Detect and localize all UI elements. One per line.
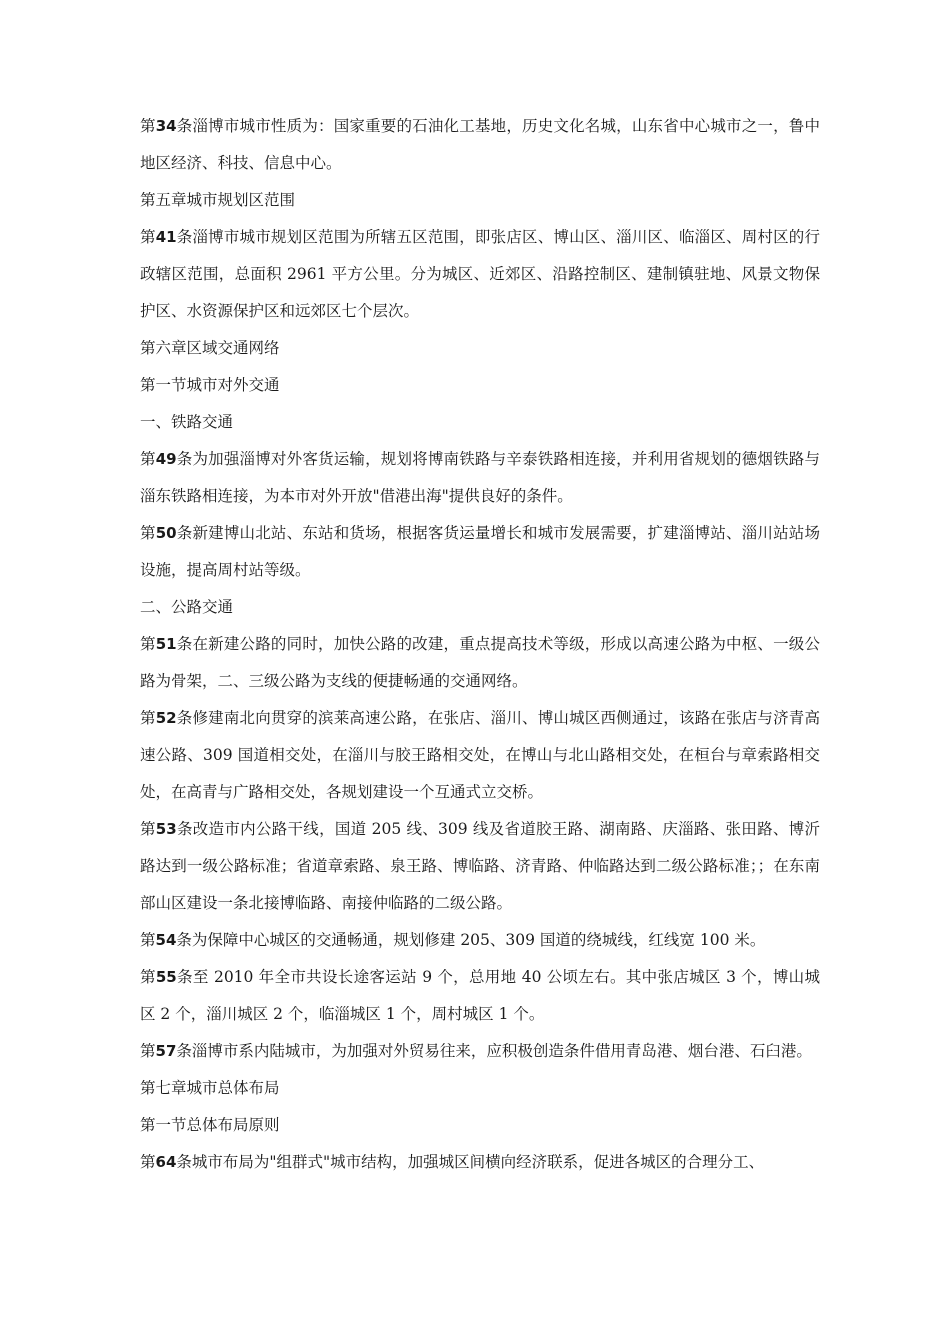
article-number: 57 <box>155 1042 177 1060</box>
article-number: 49 <box>155 450 177 468</box>
article-text: 条新建博山北站、东站和货场，根据客货运量增长和城市发展需要，扩建淄博站、淄川站站场设施，提高周村站等级。 <box>140 524 820 579</box>
article-64 <box>140 1144 820 1181</box>
article-54 <box>140 922 820 959</box>
article-number: 52 <box>155 709 177 727</box>
chapter-heading-5: 第五章城市规划区范围 <box>140 191 296 209</box>
article-prefix: 第 <box>140 635 156 653</box>
article-prefix: 第 <box>140 1042 156 1060</box>
article-text: 条在新建公路的同时，加快公路的改建，重点提高技术等级，形成以高速公路为中枢、一级公路为骨架，二、三级公路为支线的便捷畅通的交通网络。 <box>140 635 820 690</box>
article-57 <box>140 1033 820 1070</box>
article-prefix: 第 <box>140 931 156 949</box>
article-text: 条淄博市城市性质为：国家重要的石油化工基地，历史文化名城，山东省中心城市之一，鲁中地区经济、科技、信息中心。 <box>140 117 820 172</box>
article-number: 50 <box>155 524 177 542</box>
section-heading-layout: 第一节总体布局原则 <box>140 1116 280 1134</box>
article-34 <box>140 108 820 182</box>
article-number: 41 <box>155 228 177 246</box>
subsection-heading-railway: 一、铁路交通 <box>140 413 234 431</box>
article-number: 54 <box>155 931 177 949</box>
article-text: 条至 2010 年全市共设长途客运站 9 个，总用地 40 公顷左右。其中张店城区 3 个，博山城区 2 个，淄川城区 2 个，临淄城区 1 个，周村城区 1 个。 <box>140 968 820 1023</box>
article-number: 64 <box>155 1153 177 1171</box>
article-prefix: 第 <box>140 968 156 986</box>
article-number: 34 <box>155 117 177 135</box>
article-prefix: 第 <box>140 228 156 246</box>
article-55 <box>140 959 820 1033</box>
article-text: 条城市布局为"组群式"城市结构，加强城区间横向经济联系，促进各城区的合理分工、 <box>176 1153 765 1171</box>
article-text: 条为加强淄博对外客货运输，规划将博南铁路与辛泰铁路相连接，并利用省规划的德烟铁路与淄东铁路相连接，为本市对外开放"借港出海"提供良好的条件。 <box>140 450 820 505</box>
article-41 <box>140 219 820 330</box>
article-51 <box>140 626 820 700</box>
article-text: 条修建南北向贯穿的滨莱高速公路，在张店、淄川、博山城区西侧通过，该路在张店与济青高速公路、309 国道相交处，在淄川与胶王路相交处，在博山与北山路相交处，在桓台与章索路相交处，在高青与广路相交处，各规划建设一个互通式立交桥。 <box>140 709 820 801</box>
article-number: 51 <box>155 635 177 653</box>
document-body <box>140 108 820 1181</box>
article-53 <box>140 811 820 922</box>
chapter-heading-6: 第六章区域交通网络 <box>140 339 280 357</box>
article-number: 53 <box>155 820 177 838</box>
article-prefix: 第 <box>140 117 156 135</box>
article-prefix: 第 <box>140 524 156 542</box>
article-text: 条淄博市系内陆城市，为加强对外贸易往来，应积极创造条件借用青岛港、烟台港、石臼港。 <box>176 1042 812 1060</box>
section-heading-1: 第一节城市对外交通 <box>140 376 280 394</box>
article-prefix: 第 <box>140 1153 156 1171</box>
article-50 <box>140 515 820 589</box>
chapter-heading-7: 第七章城市总体布局 <box>140 1079 280 1097</box>
article-text: 条为保障中心城区的交通畅通，规划修建 205、309 国道的绕城线，红线宽 100 米。 <box>176 931 766 949</box>
article-prefix: 第 <box>140 450 156 468</box>
subsection-heading-highway: 二、公路交通 <box>140 598 234 616</box>
article-text: 条改造市内公路干线，国道 205 线、309 线及省道胶王路、湖南路、庆淄路、张田路、博沂路达到一级公路标准；省道章索路、泉王路、博临路、济青路、仲临路达到二级公路标准；；在东南部山区建设一条北接博临路、南接仲临路的二级公路。 <box>140 820 820 912</box>
article-52 <box>140 700 820 811</box>
article-text: 条淄博市城市规划区范围为所辖五区范围，即张店区、博山区、淄川区、临淄区、周村区的行政辖区范围，总面积 2961 平方公里。分为城区、近郊区、沿路控制区、建制镇驻地、风景文物保护区、水资源保护区和远郊区七个层次。 <box>140 228 820 320</box>
article-prefix: 第 <box>140 709 156 727</box>
article-49 <box>140 441 820 515</box>
article-number: 55 <box>155 968 177 986</box>
article-prefix: 第 <box>140 820 156 838</box>
